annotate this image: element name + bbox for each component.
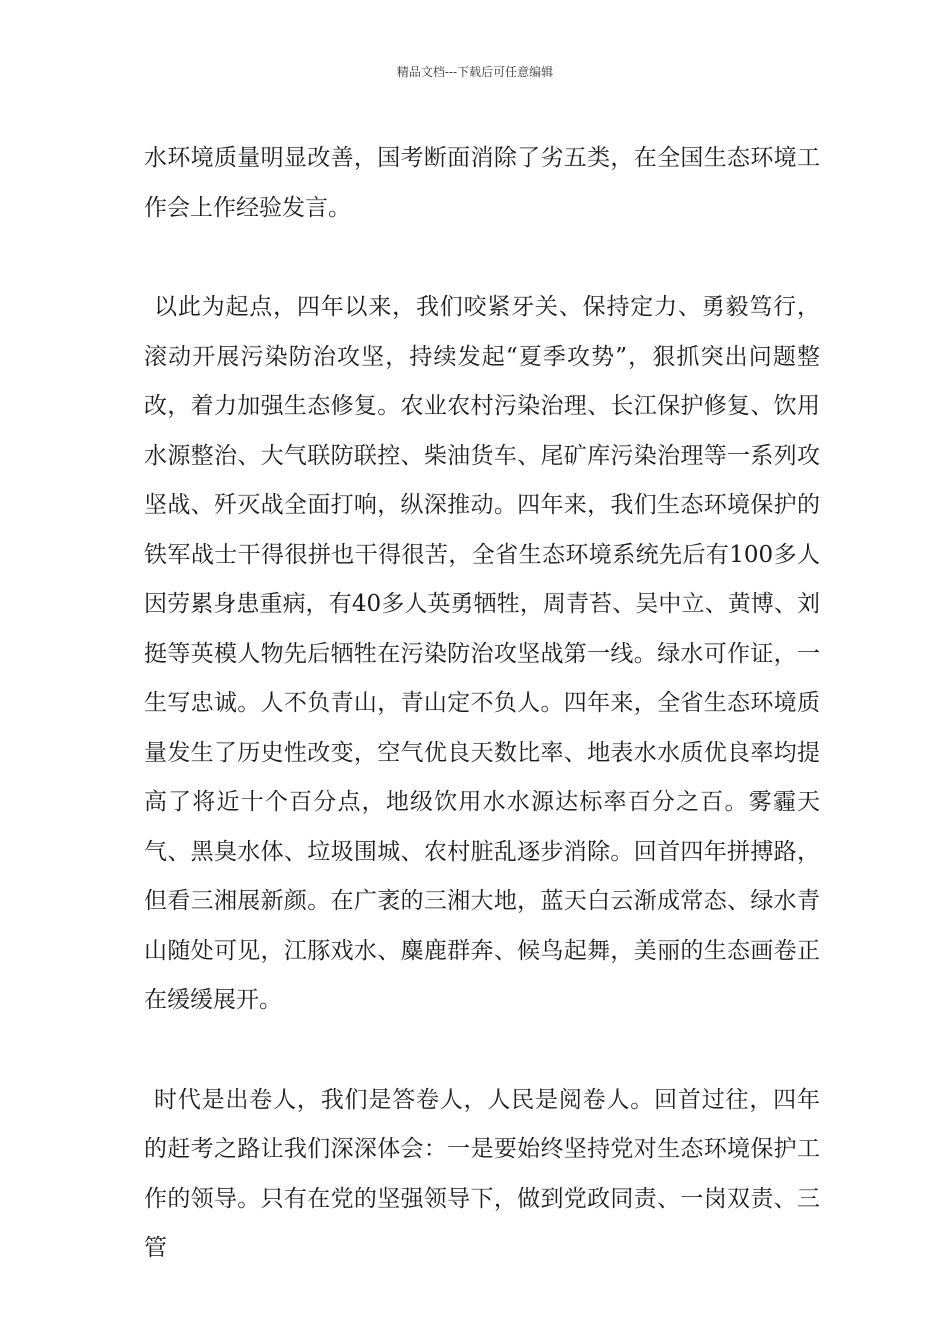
paragraph-2: 以此为起点，四年以来，我们咬紧牙关、保持定力、勇毅笃行，滚动开展污染防治攻坚，持续发起“夏季攻势”，狠抓突出问题整改，着力加强生态修复。农业农村污染治理、长江保护修复、饮用水源整治、大气联防联控、柴油货车、尾矿库污染治理等一系列攻坚战、歼灭战全面打响，纵深推动。四年来，我们生态环境保护的铁军战士干得很拼也干得很苦，全省生态环境系统先后有100多人因劳累身患重病，有40多人英勇牺牲，周青苔、吴中立、黄博、刘挺等英模人物先后牺牲在污染防治攻坚战第一线。绿水可作证，一生写忠诚。人不负青山，青山定不负人。四年来，全省生态环境质量发生了历史性改变，空气优良天数比率、地表水水质优良率均提高了将近十个百分点，地级饮用水水源达标率百分之百。雾霾天气、黑臭水体、垃圾围城、农村脏乱逐步消除。回首四年拼搏路，但看三湘展新颜。在广袤的三湘大地，蓝天白云渐成常态、绿水青山随处可见，江豚戏水、麋鹿群奔、候鸟起舞，美丽的生态画卷正在缓缓展开。: [144, 294, 820, 1013]
page-header: 精品文档---下载后可任意编辑: [396, 65, 554, 79]
paragraph-1: 水环境质量明显改善，国考断面消除了劣五类，在全国生态环境工作会上作经验发言。: [144, 145, 820, 221]
paragraph-3: 时代是出卷人，我们是答卷人，人民是阅卷人。回首过往，四年的赶考之路让我们深深体会：一是要始终坚持党对生态环境保护工作的领导。只有在党的坚强领导下，做到党政同责、一岗双责、三管: [144, 1086, 820, 1261]
document-body: [144, 134, 820, 1274]
